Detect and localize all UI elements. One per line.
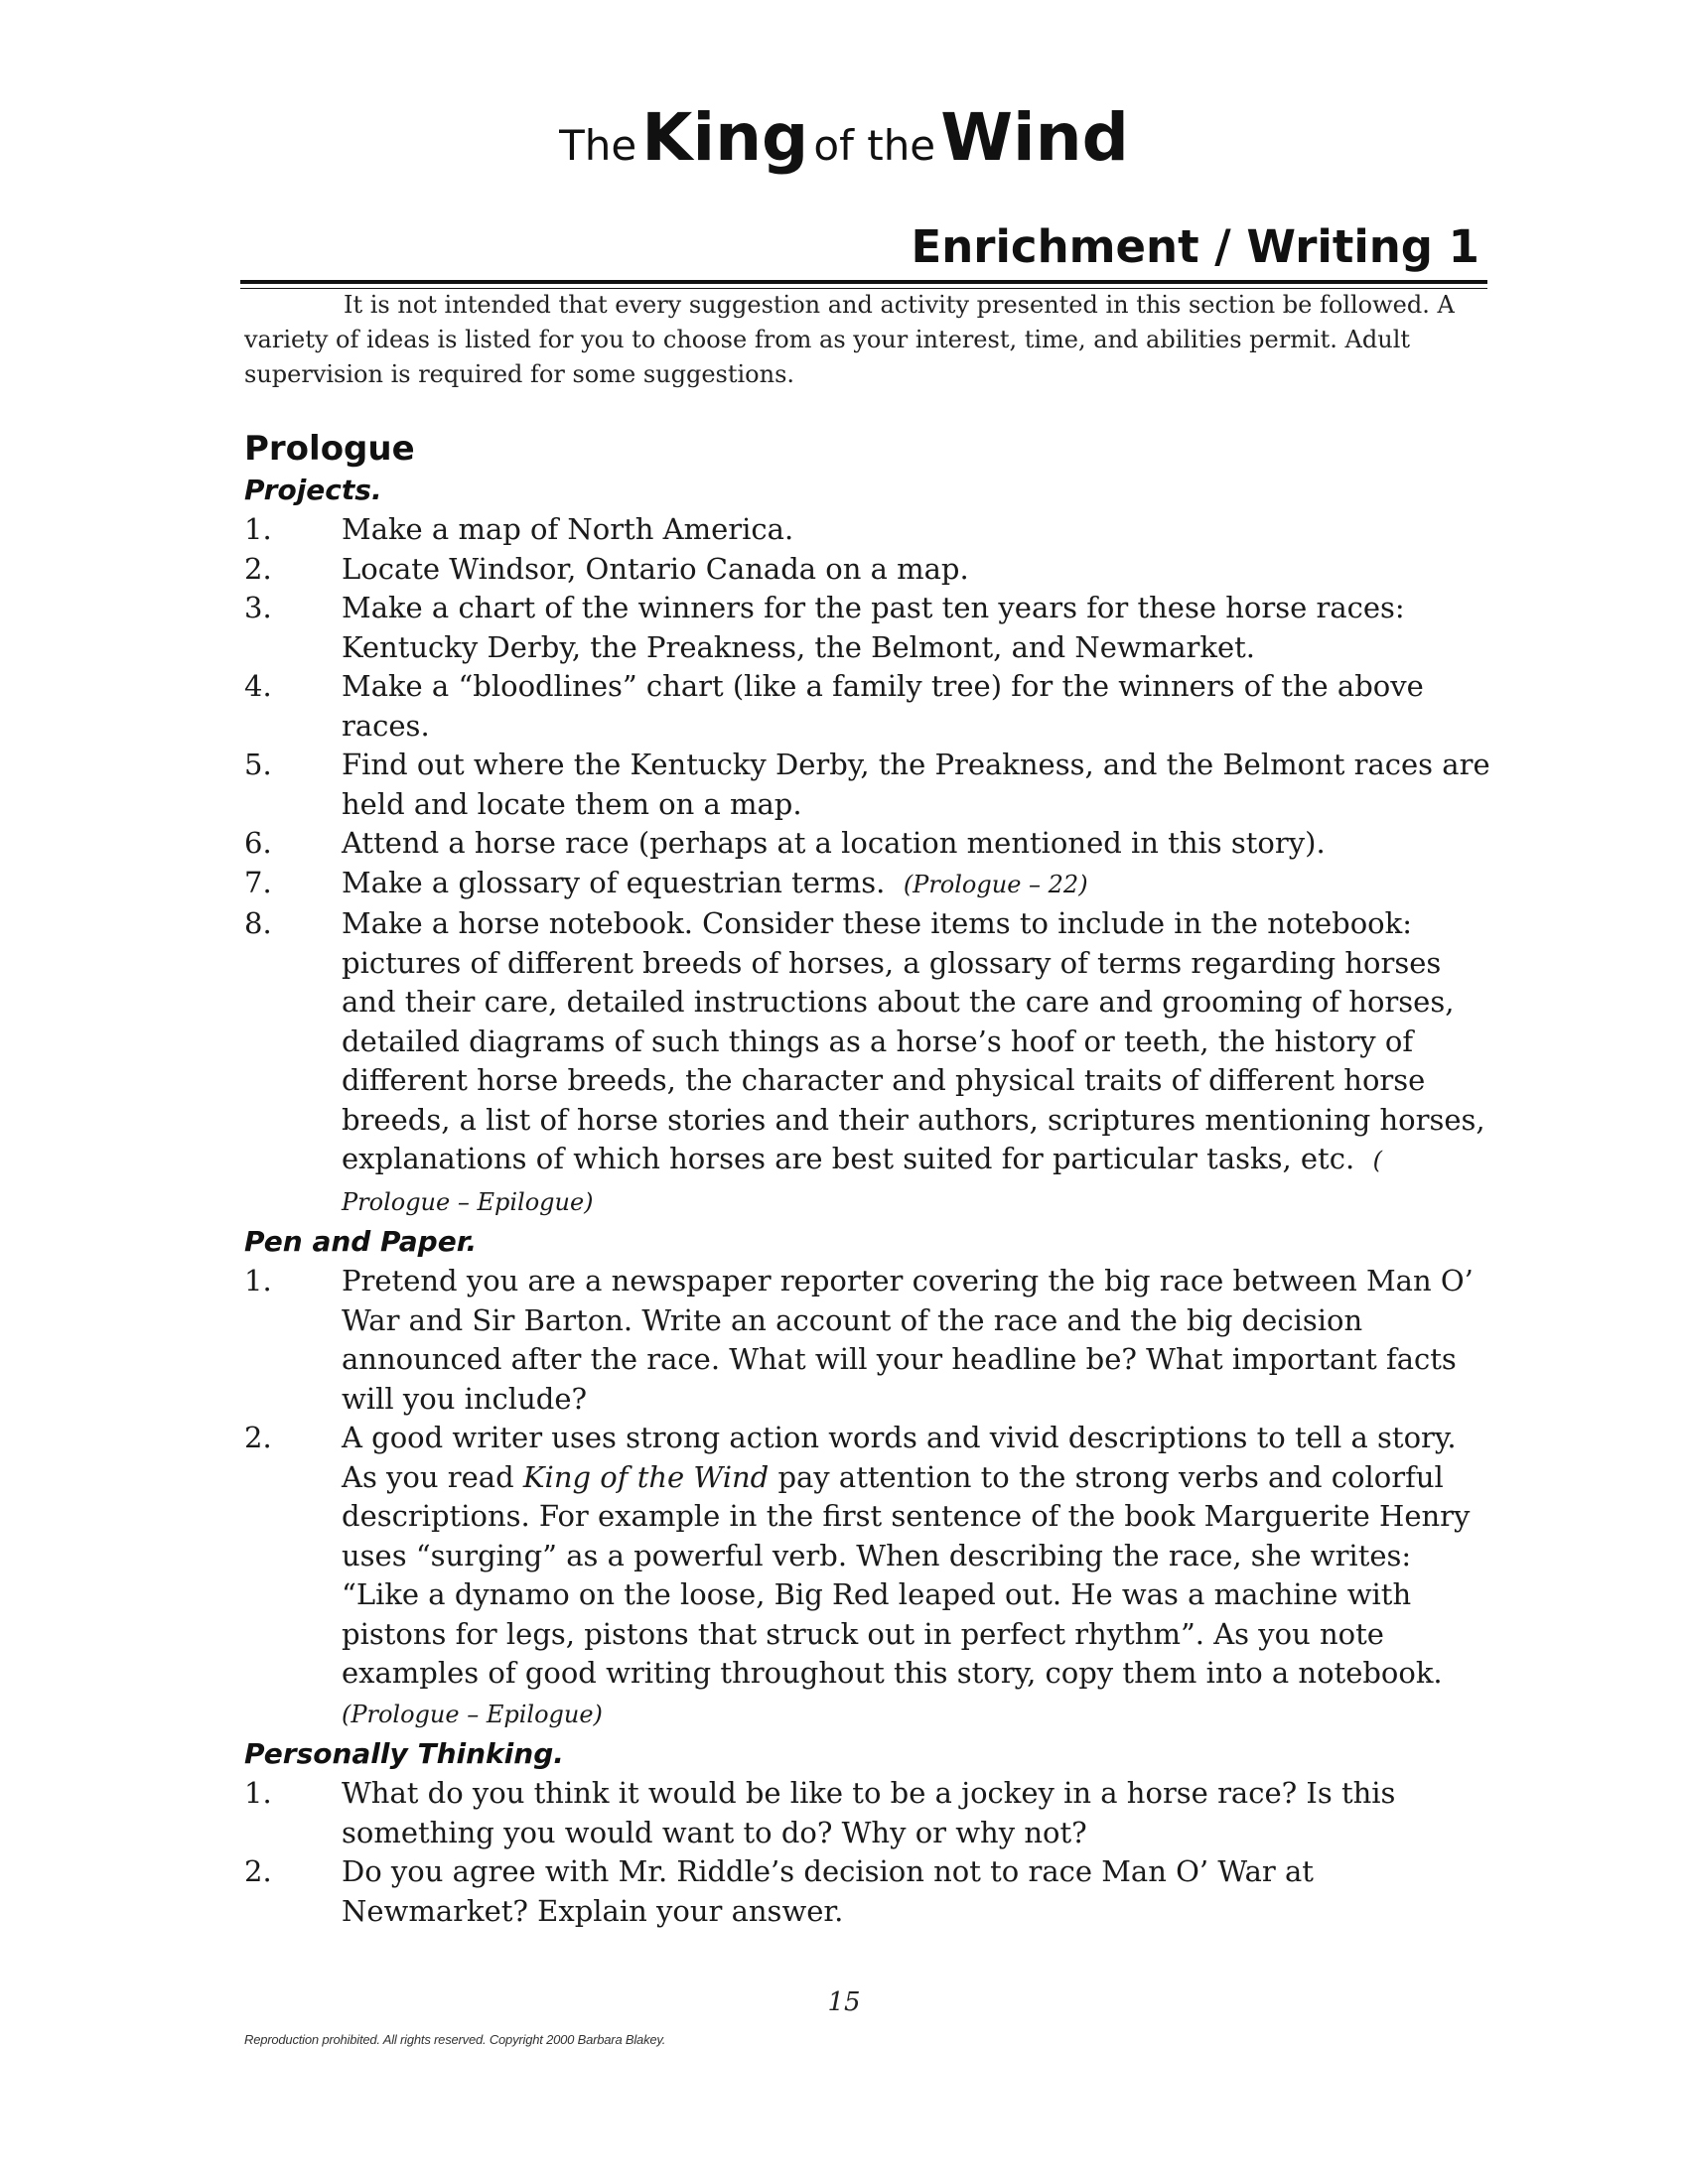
- item-number: 2.: [244, 1854, 272, 1888]
- title-wind: Wind: [940, 99, 1129, 176]
- item-text: Make a glossary of equestrian terms.: [342, 865, 886, 899]
- pen-and-paper-list: [244, 1262, 1495, 1734]
- item-text: What do you think it would be like to be a jockey in a horse race? Is this something you would want to do? Why or why not?: [342, 1776, 1396, 1849]
- intro-paragraph: It is not intended that every suggestion and activity presented in this section be followed. A variety of ideas is listed for you to choose from as your interest, time, and abilities permit. Adult supervision is required for some suggestions.: [244, 291, 1455, 388]
- list-item: [244, 904, 1495, 1222]
- page-title: [0, 99, 1688, 176]
- book-title: King of the Wind: [522, 1459, 770, 1494]
- list-item: [244, 1852, 1495, 1931]
- list-item: [244, 746, 1495, 824]
- pen-and-paper-heading: Pen and Paper.: [244, 1225, 478, 1258]
- item-text: Make a “bloodlines” chart (like a family tree) for the winners of the above races.: [342, 669, 1424, 743]
- list-item: [244, 510, 1495, 550]
- item-text: Do you agree with Mr. Riddle’s decision not to race Man O’ War at Newmarket? Explain your answer.: [342, 1854, 1314, 1928]
- list-item: [244, 589, 1495, 667]
- item-number: 8.: [244, 906, 272, 940]
- item-number: 1.: [244, 512, 272, 546]
- item-number: 6.: [244, 826, 272, 860]
- list-item: [244, 824, 1495, 864]
- list-item: [244, 667, 1495, 746]
- title-king: King: [641, 99, 809, 176]
- page-subtitle: Enrichment / Writing 1: [911, 220, 1479, 273]
- projects-list: [244, 510, 1495, 1222]
- item-number: 7.: [244, 865, 272, 899]
- list-item: [244, 1774, 1495, 1852]
- item-number: 5.: [244, 748, 272, 781]
- personally-thinking-list: [244, 1774, 1495, 1931]
- list-item: [244, 550, 1495, 590]
- copyright-footer: Reproduction prohibited. All rights reserved. Copyright 2000 Barbara Blakey.: [244, 2032, 666, 2047]
- list-item: [244, 1419, 1495, 1734]
- item-text: Make a chart of the winners for the past ten years for these horse races: Kentucky Derby, the Preakness, the Belmont, and Newmarket.: [342, 591, 1405, 664]
- item-text: Make a horse notebook. Consider these items to include in the notebook: pictures of different breeds of horses, a glossary of terms regarding horses and their care, detailed instructions about the care and grooming of horses, detailed diagrams of such things as a horse’s hoof or teeth, the history of different horse breeds, the character and physical traits of different horse breeds, a list of horse stories and their authors, scriptures mentioning horses, explanations of which horses are best suited for particular tasks, etc.: [342, 906, 1485, 1175]
- item-number: 1.: [244, 1264, 272, 1297]
- item-text: Locate Windsor, Ontario Canada on a map.: [342, 551, 969, 586]
- item-text: Make a map of North America.: [342, 512, 794, 546]
- item-text-end: pay attention to the strong verbs and colorful descriptions. For example in the first sentence of the book Marguerite Henry uses “surging” as a powerful verb. When describing the race, she writes: “Like a dynamo on the loose, Big Red leaped out. He was a machine with pistons for legs, pistons that struck out in perfect rhythm”. As you note examples of good writing throughout this story, copy them into a notebook.: [342, 1459, 1471, 1690]
- item-number: 4.: [244, 669, 272, 703]
- item-text: Find out where the Kentucky Derby, the Preakness, and the Belmont races are held and locate them on a map.: [342, 748, 1490, 821]
- personally-thinking-heading: Personally Thinking.: [244, 1737, 564, 1770]
- title-the: The: [559, 121, 637, 170]
- chapter-reference: (Prologue – 22): [903, 870, 1088, 898]
- item-number: 1.: [244, 1776, 272, 1810]
- list-item: [244, 1262, 1495, 1419]
- title-of-the: of the: [813, 121, 936, 170]
- section-content: [244, 471, 1495, 1931]
- item-text-start: A good writer uses strong action words and vivid descriptions to tell a story. As you read: [342, 1421, 1457, 1494]
- page-number: 15: [827, 1987, 861, 2017]
- header-rule-thick: [240, 280, 1487, 284]
- chapter-reference: (Prologue – Epilogue): [342, 1700, 603, 1728]
- item-text: Pretend you are a newspaper reporter covering the big race between Man O’ War and Sir Barton. Write an account of the race and the big decision announced after the race. What will your headline be? What important facts will you include?: [342, 1264, 1474, 1416]
- chapter-reference: ( Prologue – Epilogue): [342, 1147, 1382, 1216]
- list-item: [244, 864, 1495, 905]
- item-number: 3.: [244, 591, 272, 624]
- item-text: Attend a horse race (perhaps at a location mentioned in this story).: [342, 826, 1326, 860]
- projects-heading: Projects.: [244, 474, 382, 506]
- section-heading: Prologue: [244, 429, 415, 469]
- item-number: 2.: [244, 551, 272, 586]
- item-number: 2.: [244, 1421, 272, 1454]
